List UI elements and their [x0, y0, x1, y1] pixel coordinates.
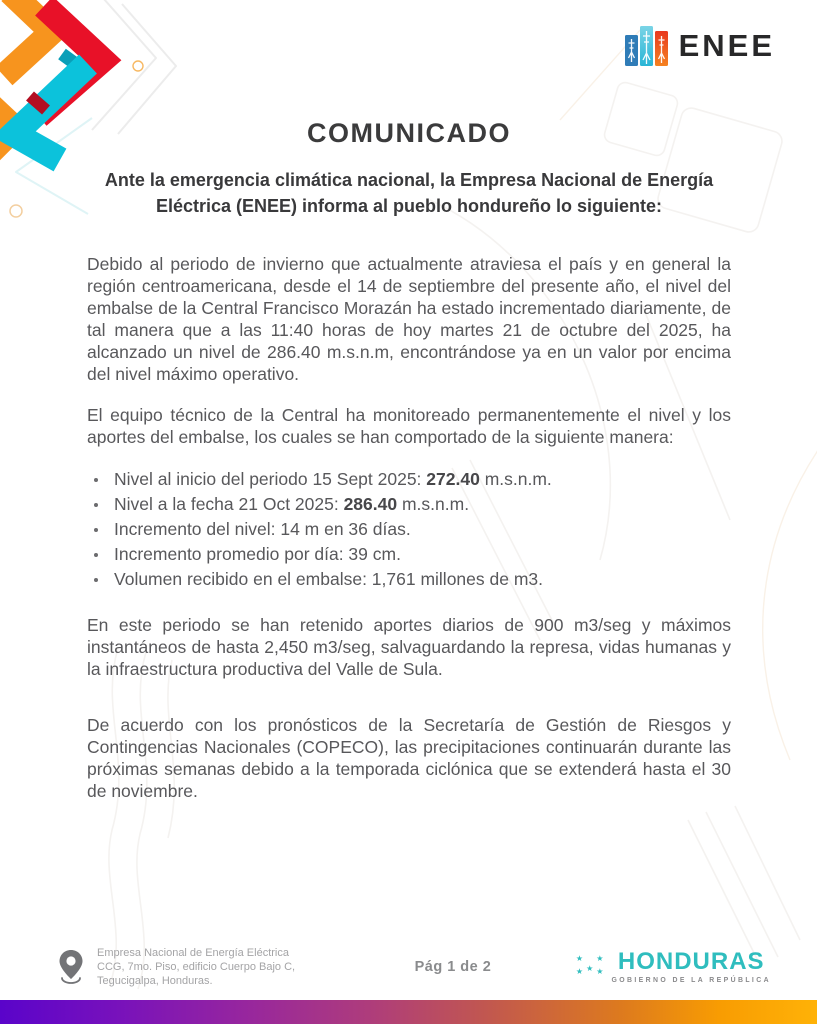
star-icon: ★ — [596, 954, 604, 963]
star-icon: ★ — [575, 954, 584, 963]
star-icon: ★ — [575, 967, 584, 976]
footer — [0, 946, 817, 988]
honduras-wordmark: HONDURAS — [617, 948, 765, 975]
paragraph-situation: Debido al periodo de invierno que actualmente atraviesa el país y en general la región centroamericana, desde el 14 de septiembre del presente año, el nivel del embalse de la Central Francisco Morazán ha estado incrementado diariamente, de tal manera que a las 11:40 horas de hoy martes 21 de octubre del 2025, ha alcanzado un nivel de 286.40 m.s.n.m, encontrándose ya en un valor por encima del nivel máximo operativo. — [87, 254, 731, 384]
bullet-item: Volumen recibido en el embalse: 1,761 millones de m3. — [87, 567, 731, 592]
bullet-item: Incremento promedio por día: 39 cm. — [87, 542, 731, 567]
footer-gradient-bar — [0, 1000, 817, 1024]
page-indicator: Pág 1 de 2 — [414, 959, 492, 975]
address-line: Empresa Nacional de Energía Eléctrica — [97, 947, 289, 959]
address-line: CCG, 7mo. Piso, edificio Cuerpo Bajo C, — [97, 961, 296, 973]
bullet-item: Incremento del nivel: 14 m en 36 días. — [87, 517, 731, 542]
star-icon: ★ — [586, 963, 594, 973]
honduras-subtitle: GOBIERNO DE LA REPÚBLICA — [611, 977, 771, 984]
honduras-gov-logo — [576, 950, 771, 984]
enee-wordmark: ENEE — [678, 28, 775, 63]
page-title: COMUNICADO — [307, 118, 511, 148]
bullet-item: Nivel a la fecha 21 Oct 2025: 286.40 m.s.n.m. — [87, 492, 731, 517]
paragraph-forecast: De acuerdo con los pronósticos de la Secretaría de Gestión de Riesgos y Contingencias Nacionales (COPECO), las precipitaciones continuarán durante las próximas semanas debido a la temporada ciclónica que se extenderá hasta el 30 de noviembre. — [87, 715, 731, 801]
address-block — [58, 946, 358, 988]
document-body — [87, 118, 731, 821]
address-line: Tegucigalpa, Honduras. — [97, 975, 213, 987]
bullet-list — [87, 467, 731, 592]
bullet-item: Nivel al inicio del periodo 15 Sept 2025: 272.40 m.s.n.m. — [87, 467, 731, 492]
paragraph-monitoring: El equipo técnico de la Central ha monitoreado permanentemente el nivel y los aportes del embalse, los cuales se han comportado de la siguiente manera: — [87, 405, 731, 447]
location-pin-icon — [58, 949, 84, 985]
enee-logo — [625, 26, 775, 66]
address-lines — [97, 946, 295, 988]
honduras-stars-icon — [576, 955, 604, 976]
star-icon: ★ — [596, 967, 604, 976]
paragraph-retention: En este periodo se han retenido aportes diarios de 900 m3/seg y máximos instantáneos de hasta 2,450 m3/seg, salvaguardando la represa, vidas humanas y la infraestructura productiva del Valle de Sula. — [87, 615, 731, 679]
document-headline: Ante la emergencia climática nacional, la Empresa Nacional de Energía Eléctrica (ENEE) informa al pueblo hondureño lo siguiente: — [104, 170, 714, 216]
enee-logo-icon — [625, 26, 669, 66]
